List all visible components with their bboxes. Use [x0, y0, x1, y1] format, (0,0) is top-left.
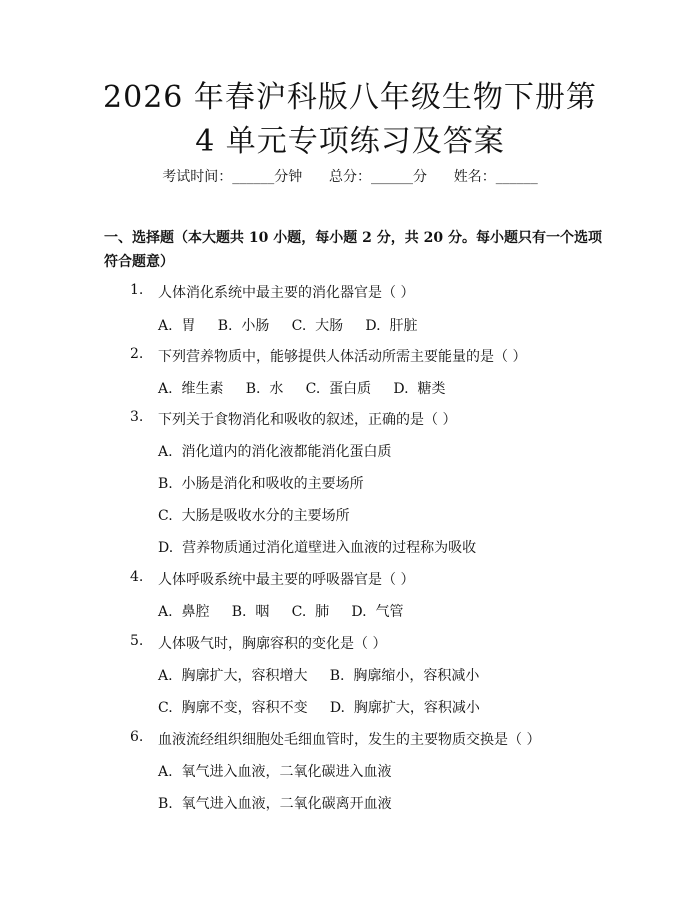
- question-number: 5.: [130, 633, 144, 649]
- question-option-c: C. 大肠是吸收水分的主要场所: [158, 508, 350, 524]
- question-options: A. 维生素 B. 水 C. 蛋白质 D. 糖类: [158, 381, 446, 397]
- question-option-b: B. 小肠是消化和吸收的主要场所: [158, 476, 364, 492]
- question-number: 2.: [130, 346, 144, 362]
- question-number: 6.: [130, 729, 144, 745]
- question-options: A. 胃 B. 小肠 C. 大肠 D. 肝脏: [158, 318, 418, 334]
- question-options-cd: C. 胸廓不变，容积不变 D. 胸廓扩大，容积减小: [158, 700, 480, 716]
- question-option-d: D. 营养物质通过消化道壁进入血液的过程称为吸收: [158, 540, 477, 556]
- question-text: 下列营养物质中，能够提供人体活动所需主要能量的是（ ）: [158, 349, 527, 365]
- question-number: 3.: [130, 409, 144, 425]
- section-heading: 一、选择题（本大题共 10 小题，每小题 2 分，共 20 分。每小题只有一个选项符合题意）: [104, 230, 602, 270]
- page-title: 2026 年春沪科版八年级生物下册第 4 单元专项练习及答案: [103, 80, 597, 159]
- question-options-ab: A. 胸廓扩大，容积增大 B. 胸廓缩小，容积减小: [158, 668, 480, 684]
- question-text: 下列关于食物消化和吸收的叙述，正确的是（ ）: [158, 412, 457, 428]
- question-text: 人体呼吸系统中最主要的呼吸器官是（ ）: [158, 572, 415, 588]
- question-number: 1.: [130, 282, 144, 298]
- question-option-a: A. 氧气进入血液，二氧化碳进入血液: [158, 764, 392, 780]
- question-option-b: B. 氧气进入血液，二氧化碳离开血液: [158, 796, 392, 812]
- question-text: 人体吸气时，胸廓容积的变化是（ ）: [158, 636, 387, 652]
- question-text: 人体消化系统中最主要的消化器官是（ ）: [158, 285, 415, 301]
- question-text: 血液流经组织细胞处毛细血管时，发生的主要物质交换是（ ）: [158, 732, 541, 748]
- question-number: 4.: [130, 569, 144, 585]
- exam-meta-line: 考试时间：______分钟 总分：______分 姓名：______: [162, 169, 538, 185]
- question-option-a: A. 消化道内的消化液都能消化蛋白质: [158, 444, 392, 460]
- question-options: A. 鼻腔 B. 咽 C. 肺 D. 气管: [158, 604, 404, 620]
